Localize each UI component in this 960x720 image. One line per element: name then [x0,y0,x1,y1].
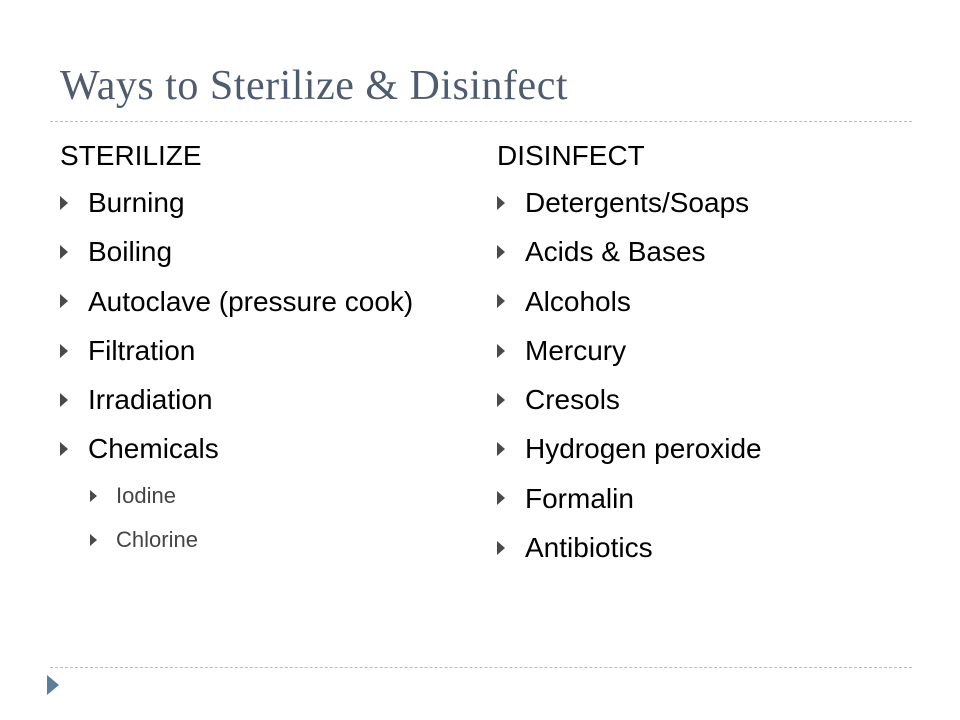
triangle-bullet-icon [497,491,505,505]
list-item [497,375,917,424]
corner-triangle-icon [47,675,59,695]
list-item-label: Detergents/Soaps [525,187,750,218]
list-item [497,523,917,572]
list-item-label: Filtration [88,334,196,366]
list-item-label: Formalin [525,482,634,514]
list-item-label: Boiling [88,236,173,268]
list-item-label: Alcohols [525,285,631,317]
list-item [60,227,480,276]
sterilize-heading: STERILIZE [60,140,202,171]
triangle-bullet-icon [497,442,505,456]
sub-list-item-label: Chlorine [116,526,198,552]
triangle-bullet-icon [90,534,97,546]
triangle-bullet-icon [497,541,505,555]
list-item [60,375,480,424]
triangle-bullet-icon [60,442,68,456]
sub-list-item-label: Iodine [116,482,176,508]
list-item [60,178,480,227]
triangle-bullet-icon [497,245,505,259]
triangle-bullet-icon [497,344,505,358]
triangle-bullet-icon [497,294,505,308]
list-item [60,326,480,375]
list-item-label: Burning [88,187,185,218]
triangle-bullet-icon [60,294,68,308]
list-item-label: Hydrogen peroxide [525,433,762,465]
list-item [60,424,480,473]
list-item-label: Acids & Bases [525,236,706,268]
chemicals-sublist [60,474,480,562]
list-item [497,424,917,473]
footer-divider [50,667,912,668]
sub-list-item [90,474,480,518]
triangle-bullet-icon [497,196,505,210]
triangle-bullet-icon [60,393,68,407]
triangle-bullet-icon [60,344,68,358]
list-item-label: Cresols [525,384,620,416]
list-item [60,277,480,326]
list-item [497,178,917,227]
triangle-bullet-icon [60,245,68,259]
disinfect-column [497,134,917,572]
list-item [497,227,917,276]
list-item-label: Antibiotics [525,532,653,564]
sterilize-column [60,134,480,562]
disinfect-heading: DISINFECT [497,140,645,171]
list-item-label: Mercury [525,334,627,366]
disinfect-list [497,178,917,572]
triangle-bullet-icon [497,393,505,407]
sterilize-list [60,178,480,474]
list-item-label: Chemicals [88,433,219,465]
sub-list-item [90,518,480,562]
list-item [497,326,917,375]
list-item-label: Autoclave (pressure cook) [88,285,414,317]
slide-title: Ways to Sterilize & Disinfect [60,63,568,109]
title-divider [50,121,912,122]
triangle-bullet-icon [90,490,97,502]
list-item-label: Irradiation [88,384,213,416]
list-item [497,474,917,523]
list-item [497,277,917,326]
triangle-bullet-icon [60,196,68,210]
